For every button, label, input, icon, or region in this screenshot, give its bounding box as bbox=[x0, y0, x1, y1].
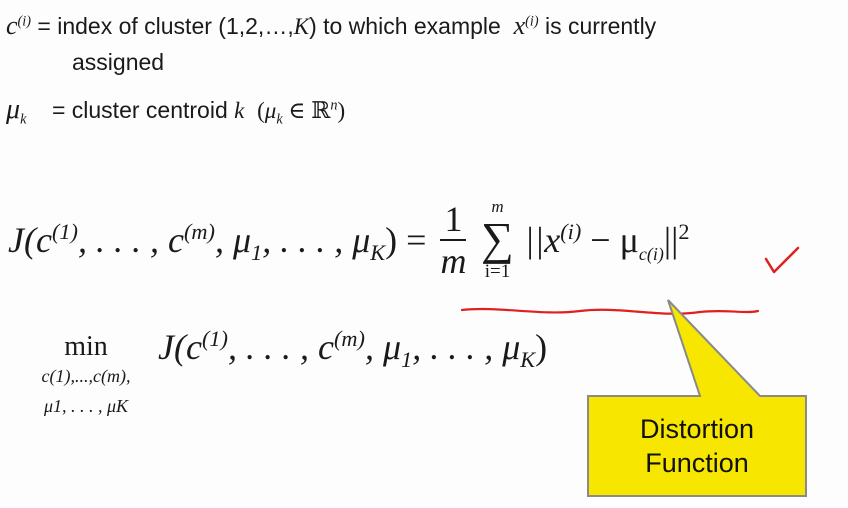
mu-paren-open: ( bbox=[257, 98, 265, 123]
min-sup1: (1) bbox=[201, 326, 228, 351]
mu-paren-sup: n bbox=[330, 97, 338, 114]
min-sub1: 1 bbox=[401, 347, 413, 373]
term-power: 2 bbox=[678, 219, 690, 244]
mu-paren-in: ∈ ℝ bbox=[282, 98, 331, 123]
term-sup: (i) bbox=[560, 219, 582, 244]
mu-paren-mu: μ bbox=[264, 98, 277, 123]
c-text-continuation: assigned bbox=[72, 49, 165, 75]
min-J: J bbox=[158, 327, 174, 367]
c-K: K bbox=[293, 14, 310, 39]
callout-line1: Distortion bbox=[639, 414, 755, 444]
mu-paren-sub: k bbox=[276, 111, 283, 128]
mu-paren-close: ) bbox=[337, 98, 346, 123]
mu-symbol: μ bbox=[6, 94, 21, 125]
term-minus: − μ bbox=[581, 220, 639, 260]
cost-J: J bbox=[8, 220, 24, 260]
mu-subscript: k bbox=[20, 111, 27, 128]
min-subK: K bbox=[520, 347, 536, 373]
min-mid1: , . . . , c bbox=[227, 327, 334, 367]
cost-mid1: , . . . , c bbox=[77, 220, 184, 260]
c-text-3: is currently bbox=[544, 13, 657, 39]
mu-k: k bbox=[234, 98, 245, 123]
min-close: ) bbox=[535, 327, 548, 367]
red-underline bbox=[462, 309, 758, 314]
sum-upper-limit: m bbox=[491, 197, 504, 216]
min-mid2: , μ bbox=[364, 327, 402, 367]
min-open: (c bbox=[173, 327, 202, 367]
cost-subK: K bbox=[370, 240, 386, 266]
cost-sub1: 1 bbox=[251, 240, 263, 266]
fraction-denominator: m bbox=[440, 241, 467, 281]
c-symbol: c bbox=[6, 11, 18, 40]
term-close: || bbox=[663, 220, 679, 260]
cost-supm: (m) bbox=[183, 219, 215, 244]
c-text-2: ) to which example bbox=[309, 13, 501, 39]
distortion-function-callout bbox=[590, 398, 804, 494]
term-sub: c(i) bbox=[638, 244, 664, 265]
sum-lower-limit: i=1 bbox=[484, 261, 511, 282]
term-open: ||x bbox=[524, 220, 561, 260]
check-mark-icon bbox=[766, 248, 798, 272]
min-subscript-line1: c(1),...,c(m), bbox=[41, 366, 131, 386]
cost-mid3: , . . . , μ bbox=[262, 220, 371, 260]
min-supm: (m) bbox=[333, 326, 365, 351]
min-label: min bbox=[64, 331, 108, 362]
callout-line2: Function bbox=[645, 448, 749, 478]
x-symbol: x bbox=[513, 11, 526, 40]
mu-text: = cluster centroid bbox=[51, 97, 228, 123]
fraction-numerator: 1 bbox=[444, 199, 463, 239]
cost-close: ) = bbox=[385, 220, 427, 260]
min-mid3: , . . . , μ bbox=[412, 327, 521, 367]
cost-mid2: , μ bbox=[214, 220, 252, 260]
sum-symbol: ∑ bbox=[481, 213, 514, 264]
c-text-1: = index of cluster (1,2,…, bbox=[37, 13, 294, 39]
cost-sup1: (1) bbox=[51, 219, 78, 244]
x-superscript: (i) bbox=[525, 13, 539, 30]
min-subscript-line2: μ1, . . . , μK bbox=[43, 396, 129, 416]
cost-open: (c bbox=[23, 220, 52, 260]
c-superscript: (i) bbox=[17, 13, 31, 30]
